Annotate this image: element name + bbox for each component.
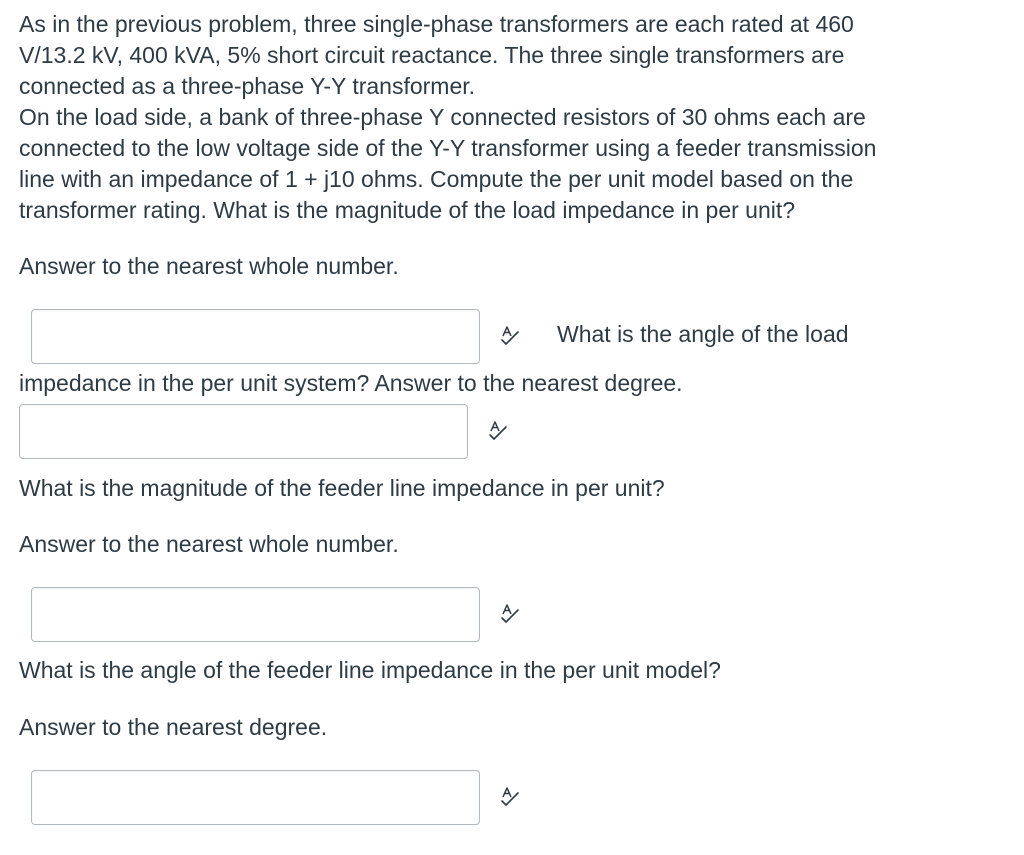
answer-input-load-impedance-magnitude[interactable] <box>31 309 480 364</box>
question-feeder-magnitude: What is the magnitude of the feeder line impedance in per unit? <box>19 475 665 501</box>
spellcheck-icon[interactable] <box>499 603 521 625</box>
question-text-line-6: line with an impedance of 1 + j10 ohms. Compute the per unit model based on the <box>19 166 854 192</box>
instruction-nearest-whole-1: Answer to the nearest whole number. <box>19 253 399 279</box>
instruction-nearest-whole-2: Answer to the nearest whole number. <box>19 531 399 557</box>
spellcheck-icon[interactable] <box>487 420 509 442</box>
question-angle-load-part1: What is the angle of the load <box>557 321 849 347</box>
question-feeder-angle: What is the angle of the feeder line impedance in the per unit model? <box>19 657 721 683</box>
answer-input-feeder-impedance-magnitude[interactable] <box>31 587 480 642</box>
spellcheck-icon[interactable] <box>499 786 521 808</box>
question-text-line-4: On the load side, a bank of three-phase Y connected resistors of 30 ohms each are <box>19 104 866 130</box>
instruction-nearest-degree: Answer to the nearest degree. <box>19 714 328 740</box>
question-text-line-1: As in the previous problem, three single-phase transformers are each rated at 460 <box>19 11 854 37</box>
question-text-line-7: transformer rating. What is the magnitude of the load impedance in per unit? <box>19 197 796 223</box>
question-text-line-3: connected as a three-phase Y-Y transformer. <box>19 73 476 99</box>
question-angle-load-part2: impedance in the per unit system? Answer to the nearest degree. <box>19 370 683 396</box>
answer-input-load-impedance-angle[interactable] <box>19 404 468 459</box>
question-text-line-2: V/13.2 kV, 400 kVA, 5% short circuit reactance. The three single transformers are <box>19 42 845 68</box>
question-text-line-5: connected to the low voltage side of the Y-Y transformer using a feeder transmission <box>19 135 877 161</box>
answer-input-feeder-impedance-angle[interactable] <box>31 770 480 825</box>
spellcheck-icon[interactable] <box>499 325 521 347</box>
